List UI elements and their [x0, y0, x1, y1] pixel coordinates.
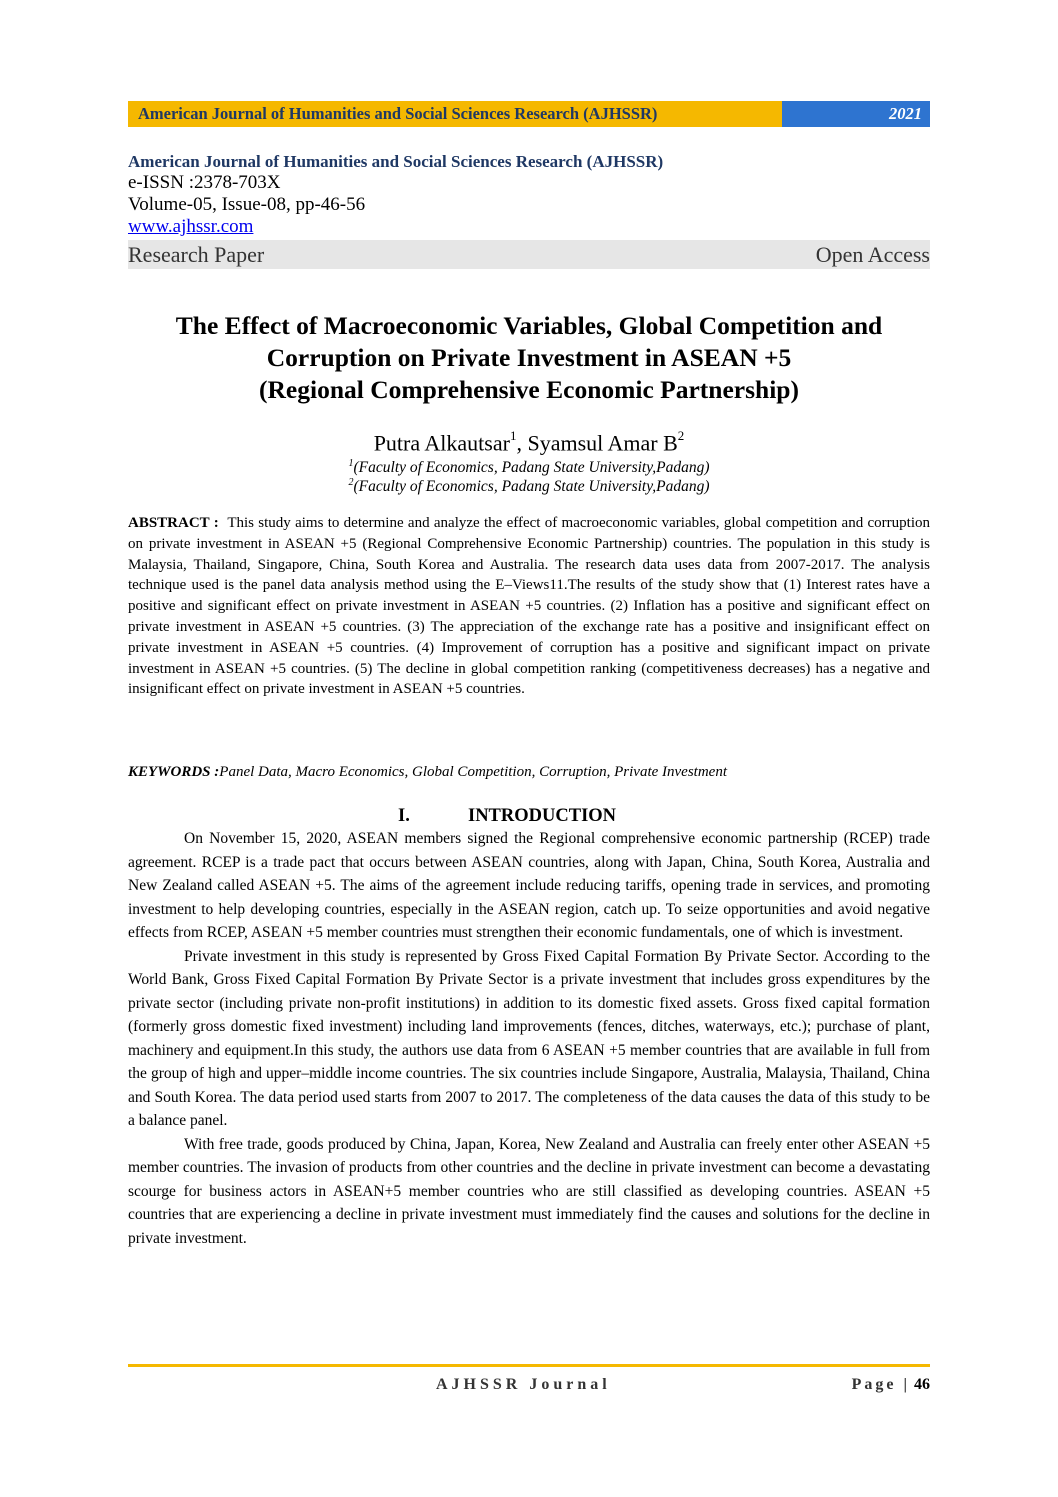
meta-journal-name: American Journal of Humanities and Social Sciences Research (AJHSSR) [128, 152, 664, 171]
access-type: Open Access [815, 242, 930, 267]
paragraph-2: Private investment in this study is represented by Gross Fixed Capital Formation By Private Sector. According to the World Bank, Gross Fixed Capital Formation By Private Sector is a private investment that includes gross expenditures by the private sector (including private non-profit institutions) in addition to its domestic fixed assets. Gross fixed capital formation (formerly gross domestic fixed investment) including land improvements (fences, ditches, waterways, etc.); purchase of plant, machinery and equipment.In this study, the authors use data from 6 ASEAN +5 member countries that are available in full from the group of high and upper–middle income countries. The six countries include Singapore, Australia, Malaysia, Thailand, China and South Korea. The data period used starts from 2007 to 2017. The completeness of the data causes the data of this study to be a balance panel. [128, 947, 930, 1129]
title-line-1: The Effect of Macroeconomic Variables, Global Competition and [175, 311, 883, 340]
abstract-text: This study aims to determine and analyze the effect of macroeconomic variables, global competition and corruption on private investment in ASEAN +5 (Regional Comprehensive Economic Partnership) countries. The population in this study is Malaysia, Thailand, Singapore, China, South Korea and Australia. The research data uses data from 2007-2017. The analysis technique used is the panel data analysis method using the E–Views11.The results of the study show that (1) Interest rates have a positive and significant effect on private investment in ASEAN +5 countries. (2) Inflation has a positive and significant effect on private investment in ASEAN +5 countries. (3) The appreciation of the exchange rate has a positive and insignificant effect on private investment in ASEAN +5 countries. (4) Improvement of corruption has a positive and significant impact on private investment in ASEAN +5 countries. (5) The decline in global competition ranking (competitiveness decreases) has a negative and insignificant effect on private investment in ASEAN +5 countries. [128, 515, 930, 698]
author-2-sup: 2 [677, 428, 685, 443]
affiliation-1-sup: 1 [348, 458, 354, 469]
meta-issn-label: e-ISSN : [128, 172, 194, 193]
keywords-label: KEYWORDS : [128, 764, 220, 780]
running-header-journal: American Journal of Humanities and Social Sciences Research (AJHSSR) [128, 101, 782, 127]
title-line-2: Corruption on Private Investment in ASEAN +5 [266, 343, 792, 372]
paragraph-1: On November 15, 2020, ASEAN members signed the Regional comprehensive economic partnership (RCEP) trade agreement. RCEP is a trade pact that occurs between ASEAN countries, along with Japan, China, South Korea, Australia and New Zealand called ASEAN +5. The aims of the agreement include reducing tariffs, opening trade in services, and promoting investment to help developing countries, especially in the ASEAN region, catch up. To seize opportunities and avoid negative effects from RCEP, ASEAN +5 member countries must strengthen their economic fundamentals, one of which is investment. [128, 830, 930, 941]
footer-page-separator: | [903, 1376, 907, 1393]
meta-issn-value: 2378-703X [193, 172, 281, 193]
meta-issn [128, 172, 930, 194]
author-1-sup: 1 [509, 428, 517, 443]
meta-website-link[interactable]: www.ajhssr.com [128, 216, 254, 237]
author-separator: , [516, 430, 528, 456]
page-footer [128, 1374, 930, 1396]
footer-page-label: Page [851, 1376, 897, 1393]
journal-meta [128, 151, 930, 269]
abstract-label: ABSTRACT : [128, 515, 219, 531]
running-header-year: 2021 [782, 101, 930, 127]
paper-type-bar [128, 240, 930, 269]
title-line-3: (Regional Comprehensive Economic Partnership) [259, 375, 799, 404]
running-header [128, 101, 930, 127]
footer-page-number: 46 [914, 1376, 930, 1393]
footer-page [852, 1374, 930, 1396]
footer-journal: AJHSSR Journal [436, 1376, 611, 1393]
affiliation-2-sup: 2 [348, 477, 354, 488]
paper-title [110, 310, 948, 406]
keywords-text: Panel Data, Macro Economics, Global Competition, Corruption, Private Investment [219, 764, 727, 780]
paper-type: Research Paper [128, 242, 265, 267]
keywords [128, 762, 930, 782]
affiliation-2-text: (Faculty of Economics, Padang State University,Padang) [353, 478, 710, 496]
section-number: I. [398, 806, 410, 826]
paragraph-3: With free trade, goods produced by China, Japan, Korea, New Zealand and Australia can freely enter other ASEAN +5 member countries. The invasion of products from other countries and the decline in private investment can become a devastating scourge for business actors in ASEAN+5 member countries who are still classified as developing countries. ASEAN +5 countries that are experiencing a decline in private investment must immediately find the causes and solutions for the decline in private investment. [128, 1135, 930, 1247]
author-1: Putra Alkautsar [373, 430, 510, 456]
section-title: INTRODUCTION [468, 806, 617, 826]
affiliation-1-text: (Faculty of Economics, Padang State University,Padang) [353, 459, 710, 477]
affiliation-2 [128, 473, 930, 496]
introduction-body [128, 827, 930, 1250]
meta-volume: Volume-05, Issue-08, pp-46-56 [128, 194, 366, 215]
abstract [128, 513, 930, 700]
footer-rule [128, 1364, 930, 1367]
author-2: Syamsul Amar B [527, 430, 678, 456]
author-list [128, 424, 930, 457]
